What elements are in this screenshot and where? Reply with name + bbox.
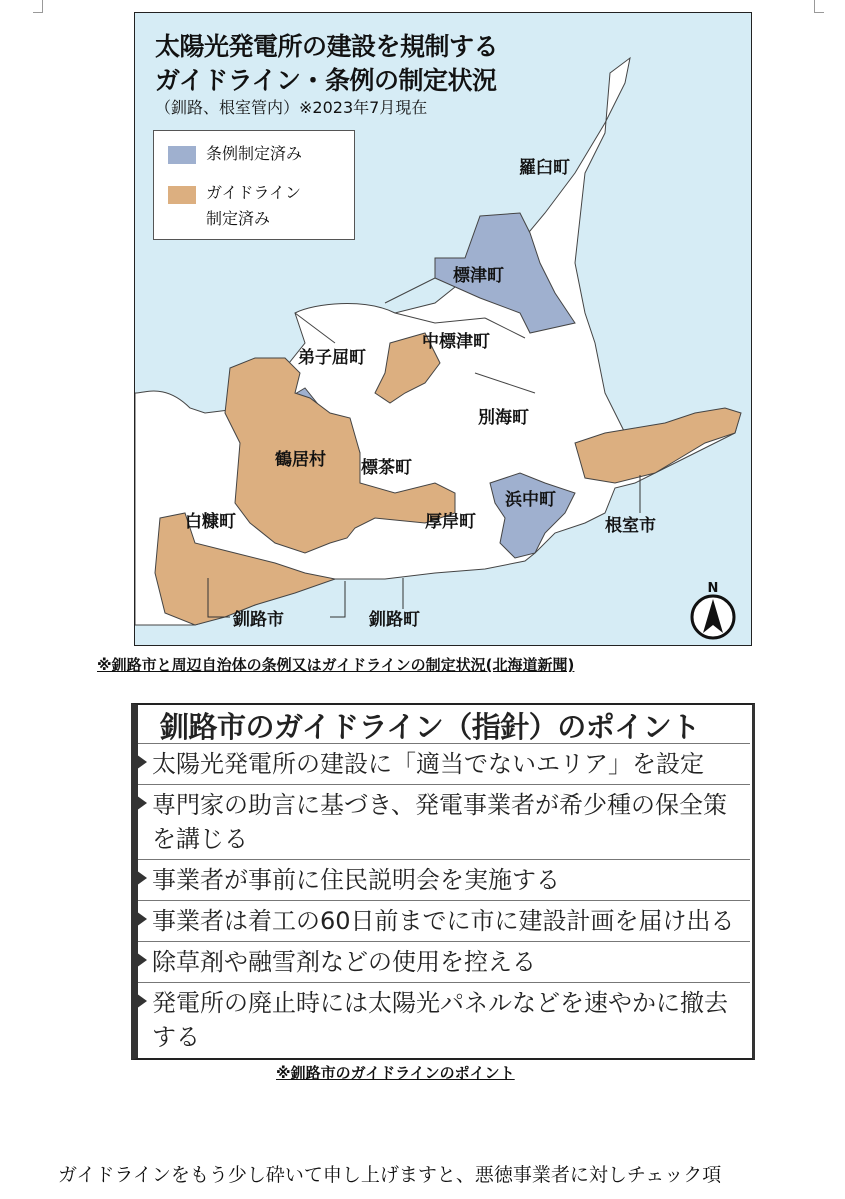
guideline-caption: ※釧路市のガイドラインのポイント — [276, 1064, 515, 1082]
triangle-bullet-icon — [136, 870, 147, 886]
ordinance-legend-label: 条例制定済み — [206, 144, 303, 163]
label-akkeshi: 厚岸町 — [425, 512, 476, 532]
guideline-item — [138, 743, 750, 784]
triangle-bullet-icon — [136, 911, 147, 927]
label-rausu: 羅臼町 — [519, 158, 570, 178]
regulation-status-map — [134, 12, 752, 646]
guideline-legend-label-line2: 制定済み — [206, 209, 271, 228]
label-nakashibetsu: 中標津町 — [422, 332, 490, 352]
crop-mark-left — [33, 0, 43, 13]
guideline-item — [138, 784, 750, 859]
triangle-bullet-icon — [136, 754, 147, 770]
compass-letter: N — [707, 581, 719, 596]
ordinance-swatch — [168, 146, 196, 164]
crop-mark-right — [814, 0, 824, 13]
label-hamanaka: 浜中町 — [505, 490, 556, 510]
triangle-bullet-icon — [136, 795, 147, 811]
guideline-item-text: 事業者は着工の60日前までに市に建設計画を届け出る — [152, 907, 735, 935]
label-teshikaga: 弟子屈町 — [298, 348, 366, 368]
guideline-item-text: 発電所の廃止時には太陽光パネルなどを速やかに撤去する — [152, 989, 728, 1051]
guideline-list — [138, 743, 750, 1057]
label-shibecha: 標茶町 — [361, 458, 412, 478]
triangle-bullet-icon — [136, 993, 147, 1009]
label-kushiro-city: 釧路市 — [233, 610, 284, 630]
north-compass-icon — [687, 579, 739, 641]
map-caption: ※釧路市と周辺自治体の条例又はガイドラインの制定状況(北海道新聞) — [97, 656, 575, 674]
label-shibetsu: 標津町 — [453, 266, 504, 286]
map-legend — [153, 130, 355, 240]
map-title-line1: 太陽光発電所の建設を規制する — [155, 32, 499, 61]
label-shiranuka: 白糠町 — [185, 512, 236, 532]
guideline-item — [138, 859, 750, 900]
guideline-item-text: 事業者が事前に住民説明会を実施する — [152, 866, 560, 894]
map-title-line3: （釧路、根室管内）※2023年7月現在 — [155, 98, 428, 117]
label-betsukai: 別海町 — [478, 408, 529, 428]
guideline-item — [138, 900, 750, 941]
label-kushiro-town: 釧路町 — [369, 610, 420, 630]
label-tsurui: 鶴居村 — [275, 450, 326, 470]
map-title-line2: ガイドライン・条例の制定状況 — [155, 66, 497, 95]
guideline-title: 釧路市のガイドライン（指針）のポイント — [160, 710, 700, 744]
guideline-item-text: 専門家の助言に基づき、発電事業者が希少種の保全策を講じる — [152, 791, 728, 853]
guideline-points-table — [131, 703, 755, 1060]
guideline-item — [138, 941, 750, 982]
guideline-legend-label-line1: ガイドライン — [206, 183, 302, 202]
triangle-bullet-icon — [136, 952, 147, 968]
guideline-item-text: 除草剤や融雪剤などの使用を控える — [152, 948, 536, 976]
body-paragraph: ガイドラインをもう少し砕いて申し上げますと、悪徳事業者に対しチェック項 — [58, 1164, 722, 1186]
guideline-item-text: 太陽光発電所の建設に「適当でないエリア」を設定 — [152, 750, 704, 778]
guideline-swatch — [168, 186, 196, 204]
label-nemuro: 根室市 — [605, 516, 656, 536]
guideline-item — [138, 982, 750, 1057]
